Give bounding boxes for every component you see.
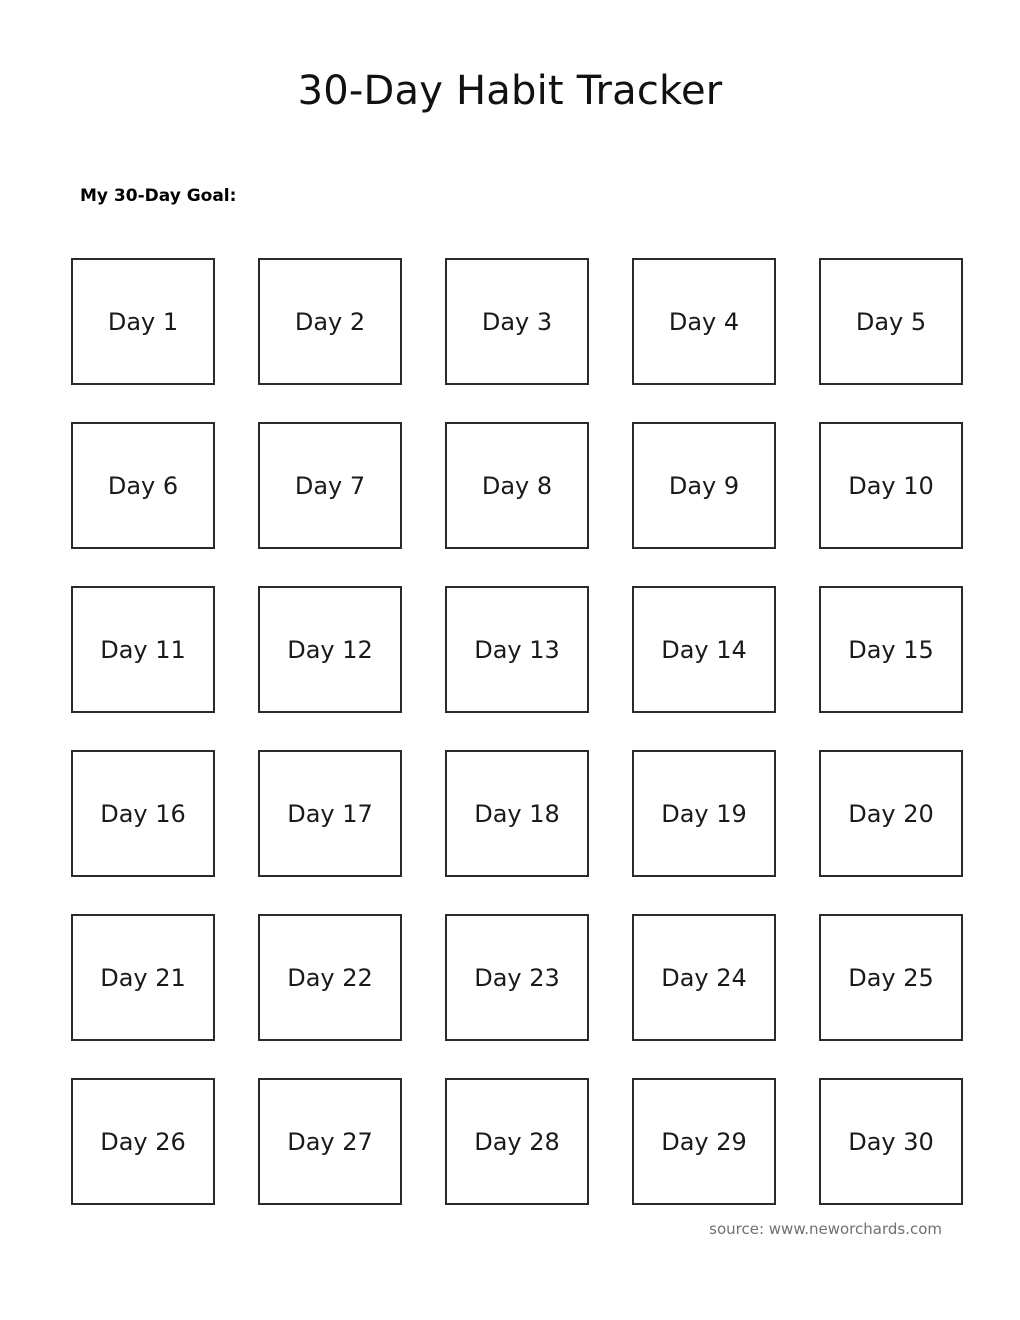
day-cell[interactable]: Day 8 [445,422,589,549]
day-cell[interactable]: Day 23 [445,914,589,1041]
day-cell[interactable]: Day 15 [819,586,963,713]
day-cell[interactable]: Day 22 [258,914,402,1041]
day-cell[interactable]: Day 18 [445,750,589,877]
day-grid [71,258,949,1205]
day-cell[interactable]: Day 1 [71,258,215,385]
day-cell[interactable]: Day 14 [632,586,776,713]
day-cell[interactable]: Day 12 [258,586,402,713]
page-title: 30-Day Habit Tracker [297,68,723,114]
day-cell[interactable]: Day 29 [632,1078,776,1205]
day-cell[interactable]: Day 2 [258,258,402,385]
day-cell[interactable]: Day 20 [819,750,963,877]
day-cell[interactable]: Day 27 [258,1078,402,1205]
source-attribution: source: www.neworchards.com [709,1220,942,1238]
day-cell[interactable]: Day 25 [819,914,963,1041]
day-cell[interactable]: Day 7 [258,422,402,549]
day-cell[interactable]: Day 11 [71,586,215,713]
day-cell[interactable]: Day 16 [71,750,215,877]
day-cell[interactable]: Day 28 [445,1078,589,1205]
day-cell[interactable]: Day 21 [71,914,215,1041]
day-cell[interactable]: Day 3 [445,258,589,385]
day-cell[interactable]: Day 10 [819,422,963,549]
day-cell[interactable]: Day 30 [819,1078,963,1205]
day-cell[interactable]: Day 26 [71,1078,215,1205]
goal-label: My 30-Day Goal: [80,186,237,206]
day-cell[interactable]: Day 4 [632,258,776,385]
day-cell[interactable]: Day 24 [632,914,776,1041]
day-cell[interactable]: Day 9 [632,422,776,549]
day-cell[interactable]: Day 13 [445,586,589,713]
day-cell[interactable]: Day 19 [632,750,776,877]
day-cell[interactable]: Day 6 [71,422,215,549]
day-cell[interactable]: Day 17 [258,750,402,877]
day-cell[interactable]: Day 5 [819,258,963,385]
